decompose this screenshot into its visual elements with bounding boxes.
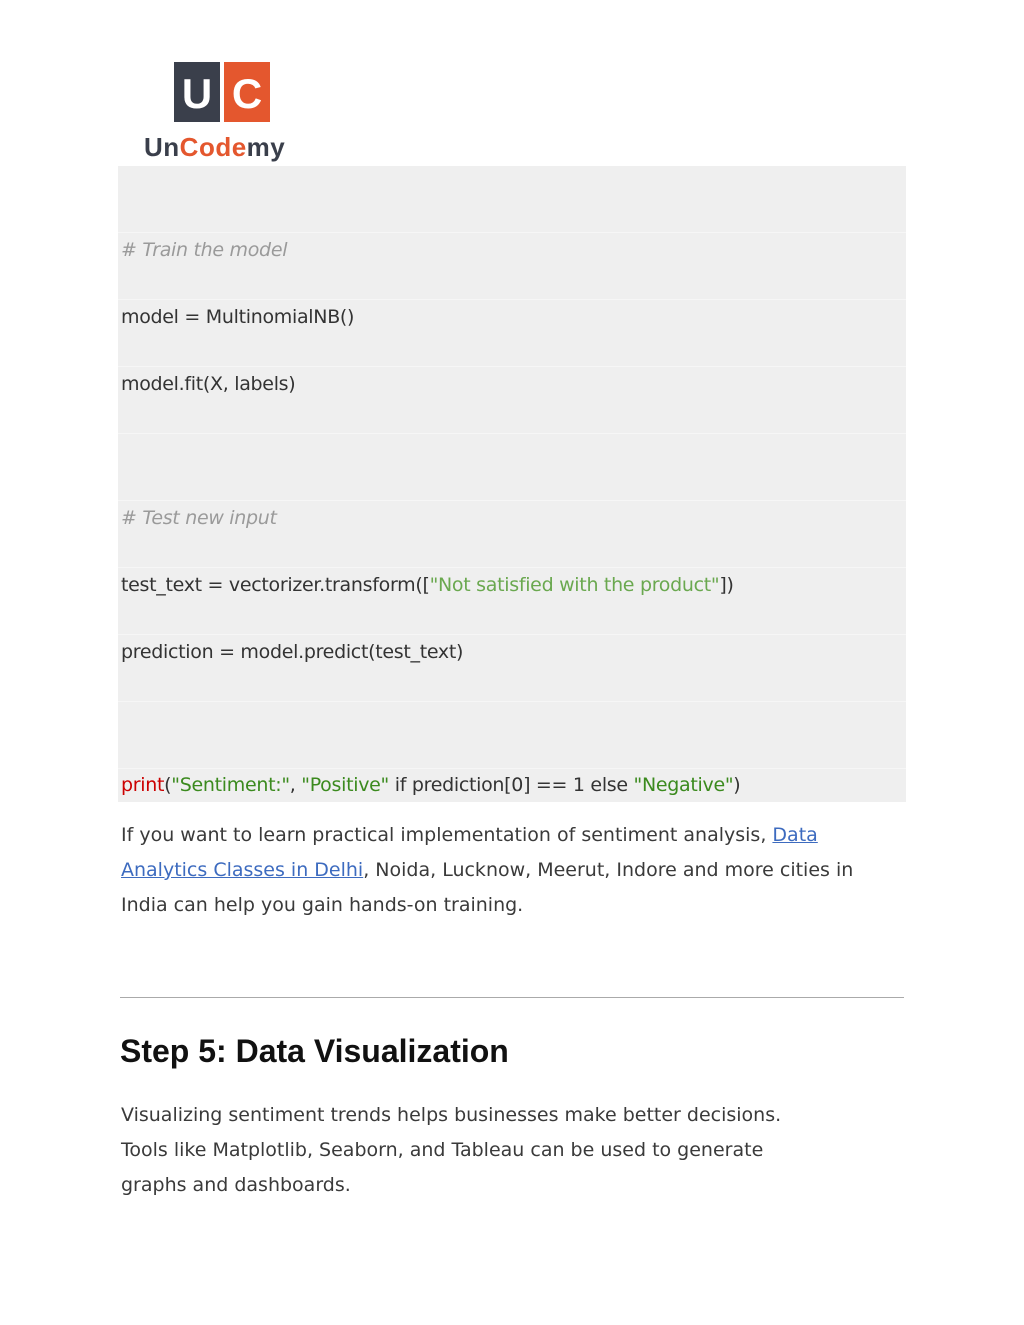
section-body: Visualizing sentiment trends helps businesses make better decisions. Tools like Matplotlib, Seaborn, and Tableau can be used to generate graphs and dashboards. — [121, 1104, 782, 1196]
code-line-model: model = MultinomialNB() — [121, 306, 355, 328]
section-heading: Step 5: Data Visualization — [120, 1033, 509, 1069]
section-divider — [120, 997, 904, 998]
code-line-fit: model.fit(X, labels) — [121, 373, 296, 395]
uc-logo-mark — [174, 62, 270, 122]
code-comment-train: # Train the model — [121, 239, 288, 261]
paragraph-training: If you want to learn practical implementation of sentiment analysis, Data Analytics Classes in Delhi, Noida, Lucknow, Meerut, Indore and more cities in India can help you gain hands-on training. — [121, 824, 854, 916]
uncodemy-logo — [144, 62, 304, 162]
logo-mark-c: C — [231, 70, 263, 117]
code-line-predict: prediction = model.predict(test_text) — [121, 641, 464, 663]
data-analytics-classes-link[interactable]: Data Analytics Classes in Delhi — [121, 824, 818, 881]
code-comment-test: # Test new input — [121, 507, 277, 529]
logo-mark-u: U — [181, 70, 213, 117]
code-block — [118, 166, 906, 802]
logo-wordmark: UnCodemy — [144, 132, 286, 162]
code-line-print: print("Sentiment:", "Positive" if prediction[0] == 1 else "Negative") — [121, 774, 741, 796]
code-line-test-text: test_text = vectorizer.transform(["Not satisfied with the product"]) — [121, 574, 734, 596]
